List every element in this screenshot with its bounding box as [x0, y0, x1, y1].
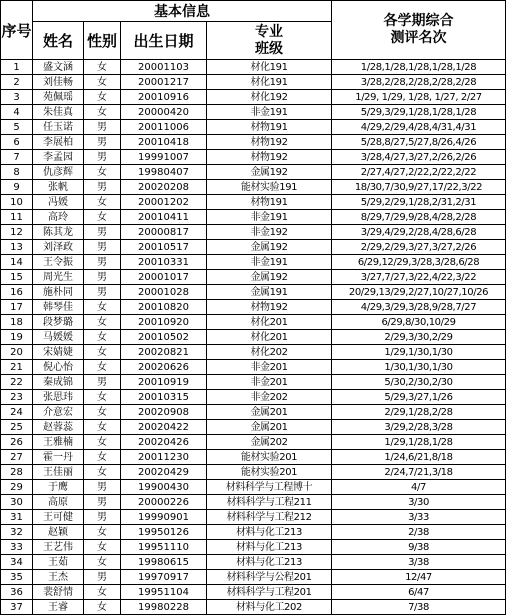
table-row [1, 405, 506, 420]
header-birth: 出生日期 [121, 22, 207, 60]
table-row [1, 225, 506, 240]
cell-birth: 20010502 [121, 330, 207, 345]
cell-gender: 女 [84, 450, 121, 465]
cell-name: 冯媛 [33, 195, 84, 210]
cell-major: 材料与化工213 [207, 525, 332, 540]
table-row [1, 600, 506, 615]
cell-name: 张帆 [33, 180, 84, 195]
header-rank [332, 1, 506, 60]
cell-major: 非金201 [207, 360, 332, 375]
cell-name: 王茹 [33, 555, 84, 570]
table-row [1, 285, 506, 300]
cell-birth: 20000420 [121, 105, 207, 120]
cell-gender: 女 [84, 390, 121, 405]
cell-seq: 10 [1, 195, 33, 210]
table-row [1, 360, 506, 375]
cell-seq: 29 [1, 480, 33, 495]
cell-name: 王佳丽 [33, 465, 84, 480]
cell-birth: 20010418 [121, 135, 207, 150]
cell-name: 王艺伟 [33, 540, 84, 555]
cell-name: 马媛媛 [33, 330, 84, 345]
cell-gender: 女 [84, 600, 121, 615]
cell-major: 非金191 [207, 255, 332, 270]
cell-major: 金属192 [207, 165, 332, 180]
cell-seq: 37 [1, 600, 33, 615]
cell-birth: 20010331 [121, 255, 207, 270]
cell-rank: 20/29,13/29,2/27,10/27,10/26 [332, 285, 506, 300]
cell-rank: 2/27,4/27,2/22,2/22,2/22 [332, 165, 506, 180]
cell-birth: 20010920 [121, 315, 207, 330]
cell-birth: 20020429 [121, 465, 207, 480]
cell-gender: 女 [84, 75, 121, 90]
cell-rank: 5/28,8/27,5/27,8/26,4/26 [332, 135, 506, 150]
cell-gender: 女 [84, 90, 121, 105]
cell-birth: 20001017 [121, 270, 207, 285]
table-row [1, 165, 506, 180]
cell-gender: 女 [84, 420, 121, 435]
cell-major: 能材实验191 [207, 180, 332, 195]
cell-birth: 20010820 [121, 300, 207, 315]
cell-seq: 22 [1, 375, 33, 390]
cell-major: 材料与化工213 [207, 540, 332, 555]
cell-name: 周光生 [33, 270, 84, 285]
table-row [1, 375, 506, 390]
table-row [1, 60, 506, 75]
cell-seq: 18 [1, 315, 33, 330]
cell-gender: 女 [84, 525, 121, 540]
cell-rank: 1/30,1/30,1/30 [332, 360, 506, 375]
cell-major: 材料科学与工程201 [207, 585, 332, 600]
cell-major: 材物192 [207, 135, 332, 150]
table-row [1, 150, 506, 165]
cell-rank: 3/33 [332, 510, 506, 525]
cell-seq: 11 [1, 210, 33, 225]
cell-gender: 女 [84, 105, 121, 120]
cell-rank: 1/28,1/28,1/28,1/28,1/28 [332, 60, 506, 75]
cell-name: 赵颖 [33, 525, 84, 540]
cell-name: 倪心怡 [33, 360, 84, 375]
cell-rank: 3/27,7/27,3/22,4/22,3/22 [332, 270, 506, 285]
cell-birth: 19980407 [121, 165, 207, 180]
cell-seq: 20 [1, 345, 33, 360]
cell-rank: 5/29,3/29,1/28,1/28,1/28 [332, 105, 506, 120]
table-row [1, 105, 506, 120]
cell-seq: 33 [1, 540, 33, 555]
cell-name: 王令振 [33, 255, 84, 270]
cell-seq: 17 [1, 300, 33, 315]
cell-gender: 女 [84, 300, 121, 315]
cell-birth: 20001217 [121, 75, 207, 90]
cell-major: 材料与化工213 [207, 555, 332, 570]
table-row [1, 255, 506, 270]
cell-major: 能材实验201 [207, 450, 332, 465]
table-row [1, 555, 506, 570]
cell-birth: 20011006 [121, 120, 207, 135]
cell-gender: 女 [84, 315, 121, 330]
cell-name: 朱佳真 [33, 105, 84, 120]
cell-seq: 36 [1, 585, 33, 600]
cell-gender: 男 [84, 120, 121, 135]
cell-rank: 2/29,1/28,2/28 [332, 405, 506, 420]
cell-birth: 20020821 [121, 345, 207, 360]
cell-birth: 19990901 [121, 510, 207, 525]
cell-name: 段梦璐 [33, 315, 84, 330]
cell-rank: 2/24,7/21,3/18 [332, 465, 506, 480]
cell-rank: 6/29,8/30,10/29 [332, 315, 506, 330]
cell-gender: 女 [84, 465, 121, 480]
table-row [1, 330, 506, 345]
cell-seq: 3 [1, 90, 33, 105]
cell-name: 霍一丹 [33, 450, 84, 465]
cell-birth: 20010517 [121, 240, 207, 255]
cell-birth: 19970917 [121, 570, 207, 585]
table-row [1, 570, 506, 585]
cell-name: 李展柏 [33, 135, 84, 150]
table-row [1, 525, 506, 540]
cell-seq: 19 [1, 330, 33, 345]
cell-seq: 30 [1, 495, 33, 510]
cell-birth: 19950126 [121, 525, 207, 540]
table-row [1, 435, 506, 450]
cell-seq: 34 [1, 555, 33, 570]
cell-rank: 12/47 [332, 570, 506, 585]
cell-gender: 男 [84, 495, 121, 510]
cell-seq: 16 [1, 285, 33, 300]
cell-major: 金属201 [207, 420, 332, 435]
cell-seq: 7 [1, 150, 33, 165]
cell-major: 能材实验201 [207, 465, 332, 480]
table-row [1, 450, 506, 465]
cell-major: 非金202 [207, 390, 332, 405]
cell-name: 王睿 [33, 600, 84, 615]
cell-major: 金属192 [207, 240, 332, 255]
cell-gender: 女 [84, 330, 121, 345]
cell-birth: 20001028 [121, 285, 207, 300]
header-major-line2: 班级 [255, 40, 283, 57]
table-row [1, 90, 506, 105]
cell-rank: 1/24,6/21,8/18 [332, 450, 506, 465]
cell-rank: 3/28,4/27,3/27,2/26,2/26 [332, 150, 506, 165]
cell-major: 材物191 [207, 120, 332, 135]
cell-gender: 女 [84, 360, 121, 375]
cell-major: 材料科学与工程212 [207, 510, 332, 525]
cell-birth: 20001202 [121, 195, 207, 210]
cell-name: 李孟园 [33, 150, 84, 165]
cell-seq: 35 [1, 570, 33, 585]
cell-major: 材料科学与公程201 [207, 570, 332, 585]
cell-major: 材料科学与工程博十 [207, 480, 332, 495]
cell-gender: 女 [84, 195, 121, 210]
cell-major: 材化201 [207, 330, 332, 345]
cell-major: 金属202 [207, 435, 332, 450]
table-row [1, 210, 506, 225]
table-row [1, 120, 506, 135]
cell-major: 材化201 [207, 315, 332, 330]
cell-major: 材物191 [207, 195, 332, 210]
table-row [1, 390, 506, 405]
cell-birth: 20000817 [121, 225, 207, 240]
cell-major: 非金201 [207, 375, 332, 390]
cell-gender: 女 [84, 165, 121, 180]
cell-seq: 14 [1, 255, 33, 270]
table-row [1, 495, 506, 510]
table-row [1, 75, 506, 90]
cell-name: 苑佩瑶 [33, 90, 84, 105]
cell-name: 盛文涵 [33, 60, 84, 75]
table-row [1, 180, 506, 195]
table-row [1, 345, 506, 360]
cell-major: 材物192 [207, 150, 332, 165]
cell-birth: 20020426 [121, 435, 207, 450]
cell-birth: 20010411 [121, 210, 207, 225]
cell-birth: 20011230 [121, 450, 207, 465]
cell-seq: 31 [1, 510, 33, 525]
table-row [1, 480, 506, 495]
table-row [1, 300, 506, 315]
cell-rank: 5/29,2/29,1/28,2/31,2/31 [332, 195, 506, 210]
cell-name: 宋婧婕 [33, 345, 84, 360]
cell-rank: 4/29,2/29,4/28,4/31,4/31 [332, 120, 506, 135]
cell-birth: 19980228 [121, 600, 207, 615]
cell-birth: 20020908 [121, 405, 207, 420]
cell-seq: 12 [1, 225, 33, 240]
cell-rank: 5/29,3/27,1/26 [332, 390, 506, 405]
cell-seq: 4 [1, 105, 33, 120]
cell-name: 刘佳畅 [33, 75, 84, 90]
header-basic-info: 基本信息 [33, 1, 332, 22]
cell-rank: 7/38 [332, 600, 506, 615]
cell-rank: 4/29,3/29,3/28,9/28,7/27 [332, 300, 506, 315]
cell-birth: 20001103 [121, 60, 207, 75]
table-row [1, 585, 506, 600]
cell-rank: 3/29,4/29,2/28,4/28,6/28 [332, 225, 506, 240]
cell-seq: 5 [1, 120, 33, 135]
header-rank-line1: 各学期综合 [383, 13, 454, 29]
cell-birth: 20020422 [121, 420, 207, 435]
cell-name: 秦成锦 [33, 375, 84, 390]
cell-name: 王杰 [33, 570, 84, 585]
cell-name: 裴舒情 [33, 585, 84, 600]
cell-gender: 男 [84, 285, 121, 300]
cell-gender: 男 [84, 240, 121, 255]
cell-seq: 32 [1, 525, 33, 540]
cell-gender: 男 [84, 510, 121, 525]
cell-name: 任玉诺 [33, 120, 84, 135]
cell-name: 王可健 [33, 510, 84, 525]
cell-major: 材化191 [207, 75, 332, 90]
cell-gender: 男 [84, 150, 121, 165]
cell-seq: 1 [1, 60, 33, 75]
cell-name: 赵蓉蕊 [33, 420, 84, 435]
cell-name: 仇彦辉 [33, 165, 84, 180]
cell-rank: 3/28,2/28,2/28,2/28,2/28 [332, 75, 506, 90]
cell-major: 非金191 [207, 105, 332, 120]
cell-birth: 20020626 [121, 360, 207, 375]
cell-name: 介意宏 [33, 405, 84, 420]
cell-birth: 20010919 [121, 375, 207, 390]
cell-name: 韩琴佳 [33, 300, 84, 315]
cell-gender: 女 [84, 60, 121, 75]
table-row [1, 315, 506, 330]
header-major-line1: 专业 [255, 23, 283, 40]
cell-birth: 20000226 [121, 495, 207, 510]
cell-gender: 男 [84, 570, 121, 585]
cell-name: 张思玮 [33, 390, 84, 405]
cell-seq: 6 [1, 135, 33, 150]
table-row [1, 270, 506, 285]
cell-seq: 28 [1, 465, 33, 480]
cell-gender: 男 [84, 255, 121, 270]
cell-rank: 8/29,7/29,9/28,4/28,2/28 [332, 210, 506, 225]
table-row [1, 135, 506, 150]
cell-major: 非金191 [207, 210, 332, 225]
cell-gender: 女 [84, 345, 121, 360]
table-row [1, 465, 506, 480]
cell-rank: 5/30,2/30,2/30 [332, 375, 506, 390]
cell-rank: 18/30,7/30,9/27,17/22,3/22 [332, 180, 506, 195]
cell-name: 刘泽政 [33, 240, 84, 255]
cell-major: 材化192 [207, 90, 332, 105]
cell-rank: 1/29,1/28,1/28 [332, 435, 506, 450]
header-seq: 序号 [1, 1, 33, 60]
cell-rank: 1/29, 1/29, 1/28, 1/27, 2/27 [332, 90, 506, 105]
cell-gender: 女 [84, 405, 121, 420]
cell-seq: 9 [1, 180, 33, 195]
cell-major: 金属191 [207, 285, 332, 300]
cell-gender: 女 [84, 210, 121, 225]
cell-gender: 女 [84, 585, 121, 600]
cell-gender: 女 [84, 555, 121, 570]
cell-name: 施朴同 [33, 285, 84, 300]
cell-birth: 19980615 [121, 555, 207, 570]
cell-major: 金属201 [207, 405, 332, 420]
cell-major: 材料科学与工程211 [207, 495, 332, 510]
cell-seq: 8 [1, 165, 33, 180]
header-name: 姓名 [33, 22, 84, 60]
cell-rank: 2/29,3/30,2/29 [332, 330, 506, 345]
cell-rank: 3/29,2/28,3/28 [332, 420, 506, 435]
table-row [1, 195, 506, 210]
table-row [1, 240, 506, 255]
cell-gender: 男 [84, 375, 121, 390]
cell-birth: 19951110 [121, 540, 207, 555]
cell-major: 材料与化工202 [207, 600, 332, 615]
cell-rank: 9/38 [332, 540, 506, 555]
cell-major: 非金192 [207, 225, 332, 240]
cell-birth: 20010916 [121, 90, 207, 105]
cell-gender: 女 [84, 540, 121, 555]
cell-gender: 男 [84, 225, 121, 240]
cell-birth: 20010315 [121, 390, 207, 405]
cell-birth: 20020208 [121, 180, 207, 195]
cell-gender: 男 [84, 180, 121, 195]
cell-seq: 21 [1, 360, 33, 375]
cell-rank: 4/7 [332, 480, 506, 495]
table-row [1, 510, 506, 525]
cell-rank: 3/30 [332, 495, 506, 510]
cell-gender: 男 [84, 480, 121, 495]
table-row [1, 420, 506, 435]
cell-seq: 15 [1, 270, 33, 285]
cell-rank: 2/38 [332, 525, 506, 540]
cell-major: 金属192 [207, 270, 332, 285]
cell-gender: 男 [84, 270, 121, 285]
cell-seq: 2 [1, 75, 33, 90]
cell-seq: 24 [1, 405, 33, 420]
cell-seq: 27 [1, 450, 33, 465]
header-major [207, 22, 332, 60]
cell-gender: 男 [84, 135, 121, 150]
cell-major: 材化191 [207, 60, 332, 75]
cell-name: 陈其龙 [33, 225, 84, 240]
cell-rank: 6/47 [332, 585, 506, 600]
cell-gender: 女 [84, 435, 121, 450]
cell-name: 王雅楠 [33, 435, 84, 450]
cell-major: 材化202 [207, 345, 332, 360]
cell-rank: 3/38 [332, 555, 506, 570]
header-rank-line2: 测评名次 [390, 30, 447, 46]
cell-name: 高原 [33, 495, 84, 510]
table-row [1, 540, 506, 555]
cell-rank: 6/29,12/29,3/28,3/28,6/28 [332, 255, 506, 270]
cell-rank: 1/29,1/30,1/30 [332, 345, 506, 360]
cell-name: 高玲 [33, 210, 84, 225]
cell-seq: 25 [1, 420, 33, 435]
cell-seq: 13 [1, 240, 33, 255]
cell-major: 材物192 [207, 300, 332, 315]
cell-seq: 23 [1, 390, 33, 405]
cell-birth: 19991007 [121, 150, 207, 165]
cell-birth: 19951104 [121, 585, 207, 600]
cell-birth: 19900430 [121, 480, 207, 495]
cell-name: 于鹰 [33, 480, 84, 495]
header-gender: 性别 [84, 22, 121, 60]
cell-rank: 2/29,2/29,3/27,3/27,2/26 [332, 240, 506, 255]
cell-seq: 26 [1, 435, 33, 450]
